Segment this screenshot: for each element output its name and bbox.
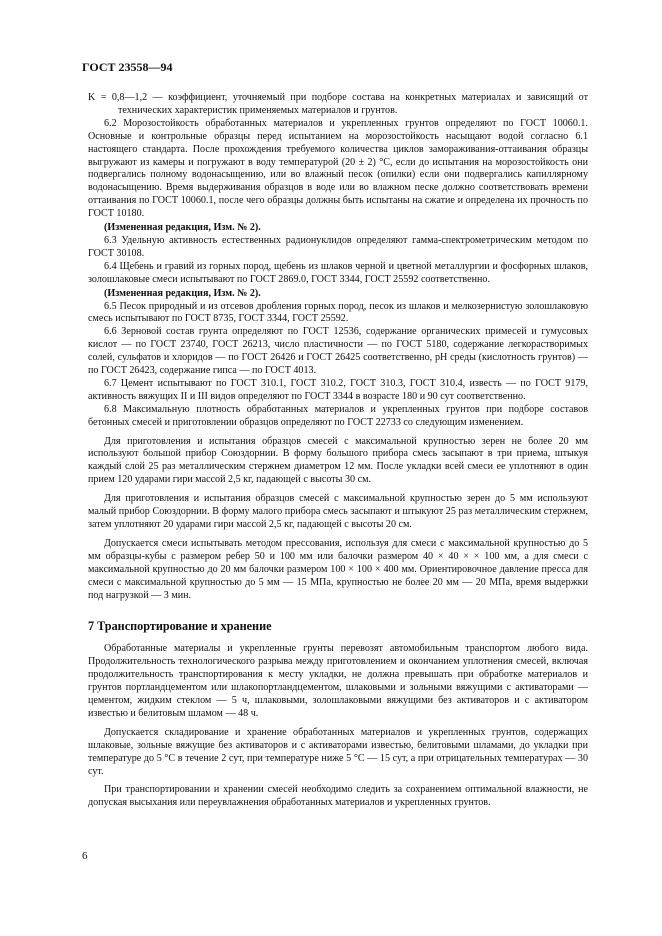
paragraph-6-4: 6.4 Щебень и гравий из горных пород, щебень из шлаков черной и цветной металлургии и фосфорных шлаков, золошлаковые смеси испытывают по ГОСТ 2869.0, ГОСТ 3344, ГОСТ 25592 соответственно. xyxy=(88,260,588,285)
paragraph-6-2: 6.2 Морозостойкость обработанных материалов и укрепленных грунтов определяют по ГОСТ 10060.1. Основные и контрольные образцы перед испытанием на морозостойкость насыщают водой согласно 6.1 настоящего стандарта. После прохождения требуемого количества циклов замораживания-оттаивания образцы выгружают из камеры и погружают в воду температурой (20 ± 2) °С, если до испытания на морозостойкость они подвергались полному водонасыщению, или во влажный песок (опилки) если они подвергались капиллярному водонасыщению. Время выдерживания образцов в воде или во влажном песке должно соответствовать времени оттаивания по ГОСТ 10060.1, после чего образцы должны быть испытаны на сжатие и определена их прочность по ГОСТ 10180. xyxy=(88,117,588,220)
paragraph-6-6: 6.6 Зерновой состав грунта определяют по ГОСТ 12536, содержание органических примесей и гумусовых кислот — по ГОСТ 23740, ГОСТ 26213, число пластичности — по ГОСТ 5180, содержание легкорастворимых солей, сульфатов и хлоридов — по ГОСТ 26426 и ГОСТ 26425 соответственно, рН среды (кислотность грунтов) — по ГОСТ 26423, содержание гипса — по ГОСТ 4013. xyxy=(88,326,588,377)
paragraph-large-device: Для приготовления и испытания образцов смесей с максимальной крупностью зерен не более 20 мм используют большой прибор Союздорнии. В форму большого прибора смесь засыпают в три приема, штыкуя каждый слой 25 раз металлическим стержнем диаметром 12 мм. После укладки всей смеси ее уплотняют в один прием 120 ударами гири массой 2,5 кг, падающей с высоты 30 см. xyxy=(88,435,588,486)
paragraph-6-5: 6.5 Песок природный и из отсевов дробления горных пород, песок из шлаков и мелкозернистую золошлаковую смесь испытывают по ГОСТ 8735, ГОСТ 3344, ГОСТ 25592. xyxy=(88,300,588,325)
formula-explanation: K = 0,8—1,2 — коэффициент, уточняемый при подборе состава на конкретных материалах и зависящий от технических характеристик применяемых материалов и грунтов. xyxy=(88,92,588,116)
paragraph-storage: Допускается складирование и хранение обработанных материалов и укрепленных грунтов, содержащих шлаковые, зольные вяжущие без активаторов и с активаторами известью, белитовыми шламами, до укладки при температуре до 5 °С в течение 2 сут, при температуре ниже 5 °С — 15 сут, а при отрицательных температурах — 30 сут. xyxy=(88,726,588,777)
revision-note: (Измененная редакция, Изм. № 2). xyxy=(104,287,261,299)
paragraph-6-8: 6.8 Максимальную плотность обработанных материалов и укрепленных грунтов при подборе составов бетонных смесей и приготовлении образцов определяют по ГОСТ 22733 со следующим изменением. xyxy=(88,403,588,428)
document-body xyxy=(88,92,588,810)
paragraph-transport: Обработанные материалы и укрепленные грунты перевозят автомобильным транспортом любого вида. Продолжительность технологического разрыва между приготовлением и окончанием уплотнения смесей, включая продолжительность транспортирования к месту укладки, не должна превышать при обработке материалов и грунтов портландцементом или шлакопортландцементом, шлаковыми и зольными вяжущими с активаторами — цементом, жидким стеклом — 5 ч, шлаковыми, золошлаковыми вяжущими без активаторов и с активатором известью и белитовым шламом — 48 ч. xyxy=(88,643,588,719)
page-number: 6 xyxy=(82,850,88,862)
paragraph-6-3: 6.3 Удельную активность естественных радионуклидов определяют гамма-спектрометрическим методом по ГОСТ 30108. xyxy=(88,234,588,259)
paragraph-pressing: Допускается смеси испытывать методом прессования, используя для смеси с максимальной крупностью до 5 мм образцы-кубы с размером ребер 50 и 100 мм или балочки размером 40 × 40 × × 100 мм, а для смеси с максимальной крупностью до 20 мм балочки размером 100 × 100 × 400 мм. Ориентировочное давление пресса для смеси с максимальной крупностью до 5 мм — 15 МПа, крупностью не более 20 мм — 20 МПа, время выдержки под нагрузкой — 3 мин. xyxy=(88,537,588,601)
paragraph-6-7: 6.7 Цемент испытывают по ГОСТ 310.1, ГОСТ 310.2, ГОСТ 310.3, ГОСТ 310.4, известь — по ГОСТ 9179, активность вяжущих II и III видов определяют по ГОСТ 3344 в возрасте 180 и 90 сут соответственно. xyxy=(88,377,588,402)
page-header: ГОСТ 23558—94 xyxy=(82,60,173,74)
section-heading: 7 Транспортирование и хранение xyxy=(88,619,272,634)
paragraph-moisture: При транспортировании и хранении смесей необходимо следить за сохранением оптимальной влажности, не допуская высыхания или переувлажнения обработанных материалов и укрепленных грунтов. xyxy=(88,784,588,809)
paragraph-small-device: Для приготовления и испытания образцов смесей с максимальной крупностью зерен до 5 мм используют малый прибор Союздорнии. В форму малого прибора смесь засыпают и штыкуют 25 раз металлическим стержнем, затем уплотняют 20 ударами гири массой 2,5 кг, падающей с высоты 20 см. xyxy=(88,493,588,530)
revision-note: (Измененная редакция, Изм. № 2). xyxy=(104,222,261,234)
